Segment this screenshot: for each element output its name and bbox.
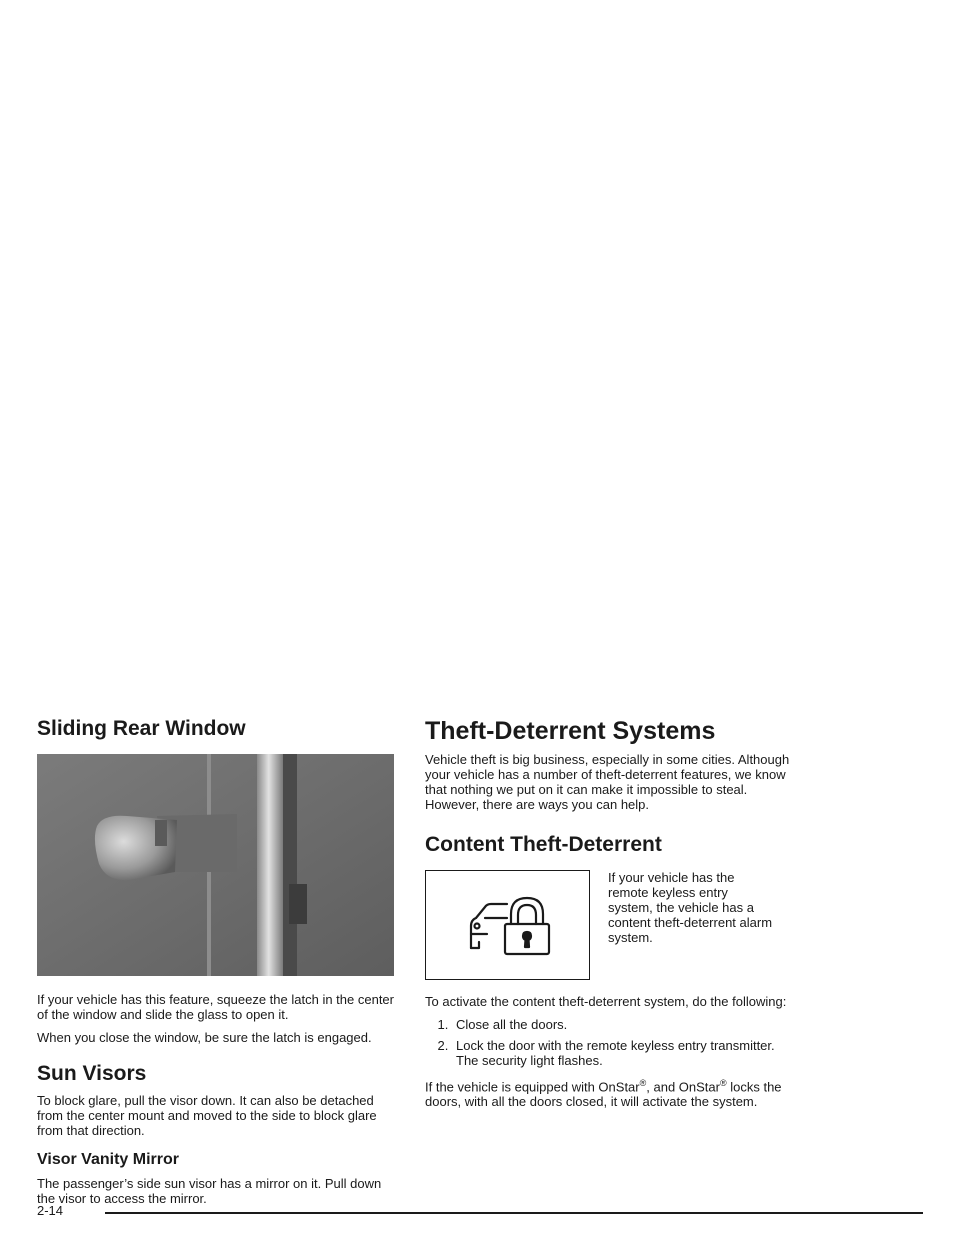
left-column [37,716,394,1214]
paragraph-vanity-mirror: The passenger’s side sun visor has a mirror on it. Pull down the visor to access the mirror. [37,1176,382,1206]
right-column [425,716,790,1117]
paragraph-sun-visors: To block glare, pull the visor down. It can also be detached from the center mount and moved to the side to block glare from that direction. [37,1093,377,1138]
heading-theft-deterrent-systems: Theft-Deterrent Systems [425,717,716,745]
car-lock-icon [463,890,553,960]
heading-sun-visors: Sun Visors [37,1062,147,1085]
paragraph-keyless-entry: If your vehicle has the remote keyless entry system, the vehicle has a content theft-deterrent alarm system. [608,870,773,945]
page-number: 2-14 [37,1203,64,1218]
paragraph-onstar: If the vehicle is equipped with OnStar®, and OnStar® locks the doors, with all the doors closed, it will activate the system. [425,1078,782,1110]
security-lock-icon-box [425,870,590,980]
icon-row [425,870,790,980]
steps-list [425,1017,790,1068]
paragraph-latch: If your vehicle has this feature, squeeze the latch in the center of the window and slide the glass to open it. [37,992,394,1022]
heading-sliding-rear-window: Sliding Rear Window [37,717,246,740]
heading-visor-vanity-mirror: Visor Vanity Mirror [37,1151,179,1168]
list-item: 2. Lock the door with the remote keyless entry transmitter. The security light flashes. [452,1038,790,1068]
paragraph-activate: To activate the content theft-deterrent system, do the following: [425,994,787,1009]
list-item: 1. Close all the doors. [452,1017,790,1032]
heading-content-theft-deterrent: Content Theft-Deterrent [425,833,662,856]
paragraph-latch-engaged: When you close the window, be sure the latch is engaged. [37,1030,372,1045]
footer-rule [105,1212,923,1214]
paragraph-vehicle-theft: Vehicle theft is big business, especially in some cities. Although your vehicle has a number of theft-deterrent features, we know that nothing we put on it can make it impossible to steal. However, there are ways you can help. [425,752,790,812]
sliding-window-latch-photo [37,754,394,976]
